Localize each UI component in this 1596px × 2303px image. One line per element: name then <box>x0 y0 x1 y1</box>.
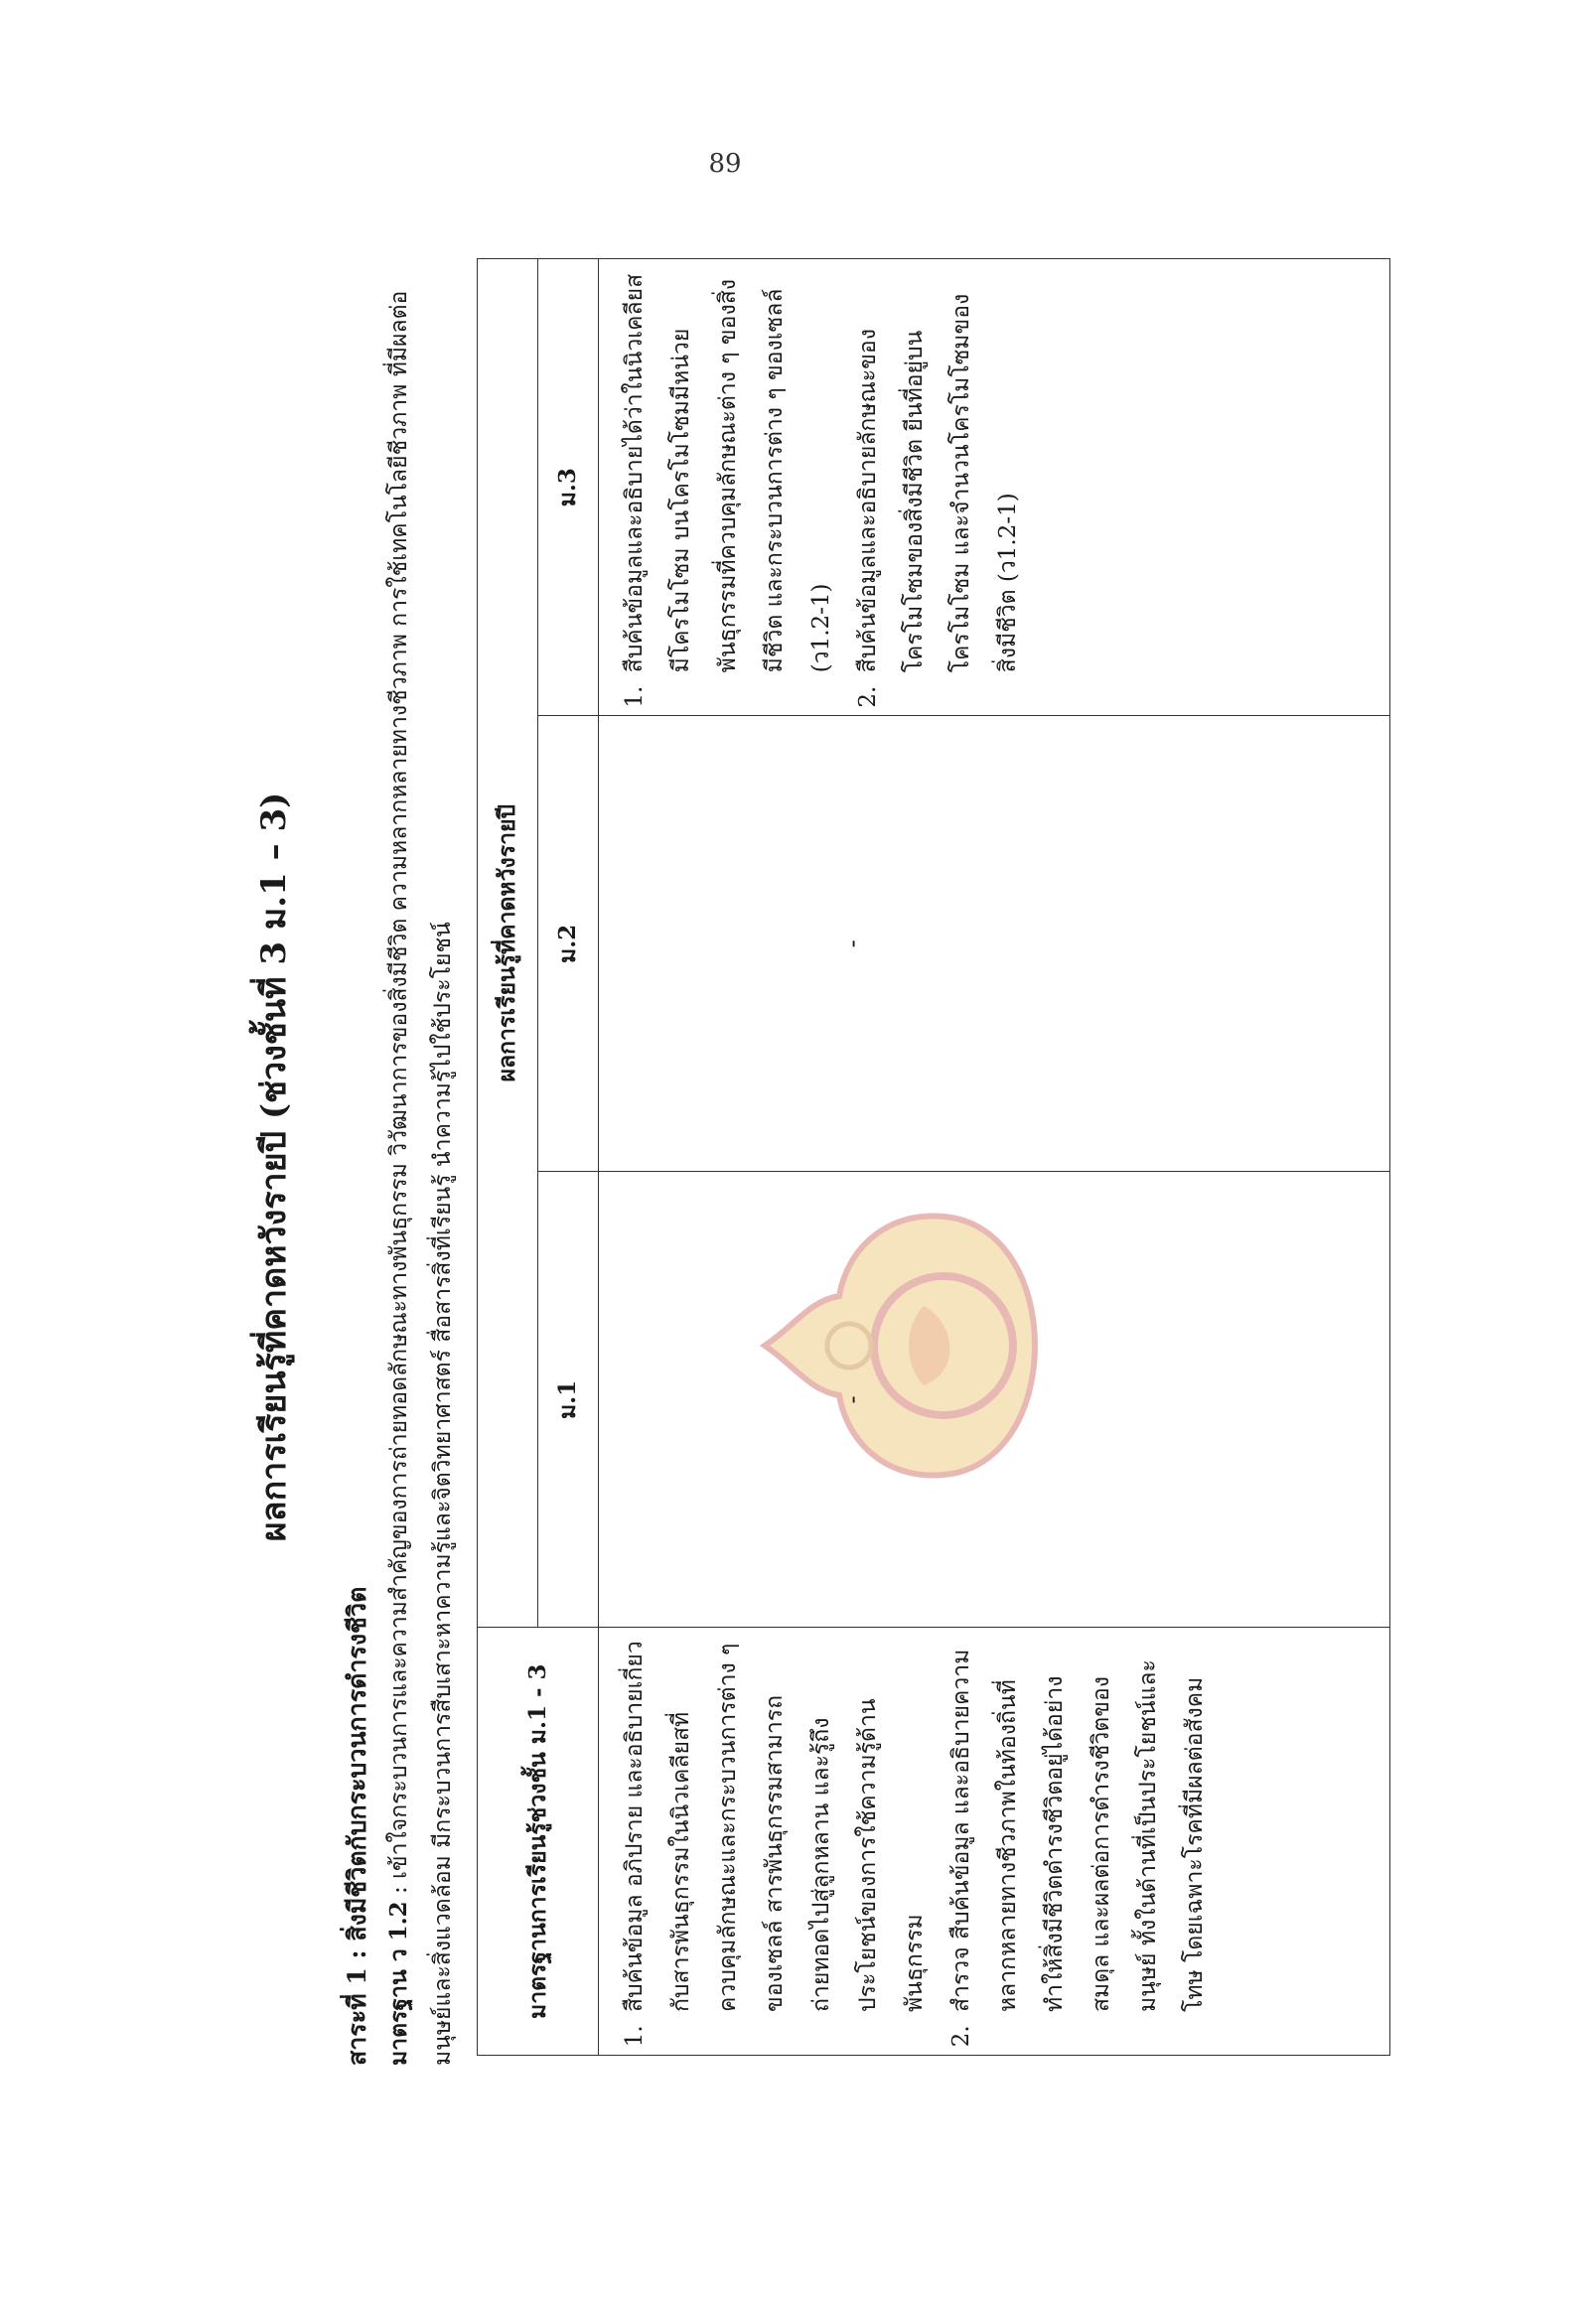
table-header-row <box>478 259 538 2056</box>
standards-cell <box>599 1628 1390 2056</box>
outcomes-table <box>477 258 1390 2056</box>
year-header-m2: ม.2 <box>538 716 599 1172</box>
year-header-m1: ม.1 <box>538 1172 599 1628</box>
list-item: 2. สำรวจ สืบค้นข้อมูล และอธิบายความหลากหลายทางชีวภาพในท้องถิ่นที่ทำให้สิ่งมีชีวิตดำรงชีวิตอยู่ได้อย่างสมดุล และผลต่อการดำรงชีวิตของมนุษย์ ทั้งในด้านที่เป็นประโยชน์และโทษ โดยเฉพาะโรคที่มีผลต่อสังคม <box>939 1639 1219 2018</box>
m1-value: - <box>838 1395 866 1404</box>
m2-value: - <box>838 939 866 948</box>
list-item: 1. สืบค้นข้อมูลและอธิบายได้ว่าในนิวเคลียสมีโครโมโซม บนโครโมโซมมีหน่วยพันธุกรรมที่ควบคุมลักษณะต่าง ๆ ของสิ่งมีชีวิต และกระบวนการต่าง ๆ ของเซลล์ (ว1.2-1) <box>612 270 845 678</box>
page-number: 89 <box>708 149 742 179</box>
m2-cell <box>599 716 1390 1172</box>
standard-text: : เข้าใจกระบวนการและความสำคัญของการถ่ายทอดลักษณะทางพันธุกรรม วิวัฒนาการของสิ่งมีชีวิต ความหลากหลายทางชีวภาพ การใช้เทคโนโลยีชีวภาพ ที่มีผลต่อมนุษย์และสิ่งแวดล้อม มีกระบวนการสืบเสาะหาความรู้และจิตวิทยาศาสตร์ สื่อสารสิ่งที่เรียนรู้ นำความรู้ไปใช้ประโยชน์ <box>386 290 456 2066</box>
strand-heading: สาระที่ 1 : สิ่งมีชีวิตกับกระบวนการดำรงชีวิต <box>343 1586 371 2066</box>
page-title: ผลการเรียนรู้ที่คาดหวังรายปี (ช่วงชั้นที่ 3 ม.1 – 3) <box>254 792 294 1542</box>
standard-column-header: มาตรฐานการเรียนรู้ช่วงชั้น ม.1 - 3 <box>478 1628 599 2056</box>
standard-statement <box>377 248 465 2066</box>
standard-label: มาตรฐาน ว 1.2 <box>385 1901 412 2066</box>
list-item: 1. สืบค้นข้อมูล อภิปราย และอธิบายเกี่ยวกับสารพันธุกรรมในนิวเคลียสที่ควบคุมลักษณะและกระบวนการต่าง ๆ ของเซลล์ สารพันธุกรรมสามารถถ่ายทอดไปสู่ลูกหลาน และรู้ถึงประโยชน์ของการใช้ความรู้ด้านพันธุกรรม <box>612 1639 939 2018</box>
year-header-m3: ม.3 <box>538 259 599 716</box>
m3-cell <box>599 259 1390 716</box>
table-row <box>599 259 1390 2056</box>
m1-cell <box>599 1172 1390 1628</box>
expected-outcomes-header: ผลการเรียนรู้ที่คาดหวังรายปี <box>478 259 538 1628</box>
rotated-document <box>238 199 1390 2135</box>
list-item: 2. สืบค้นข้อมูลและอธิบายลักษณะของโครโมโซมของสิ่งมีชีวิต ยีนที่อยู่บนโครโมโซม และจำนวนโครโมโซมของสิ่งมีชีวิต (ว1.2-1) <box>845 270 1032 678</box>
